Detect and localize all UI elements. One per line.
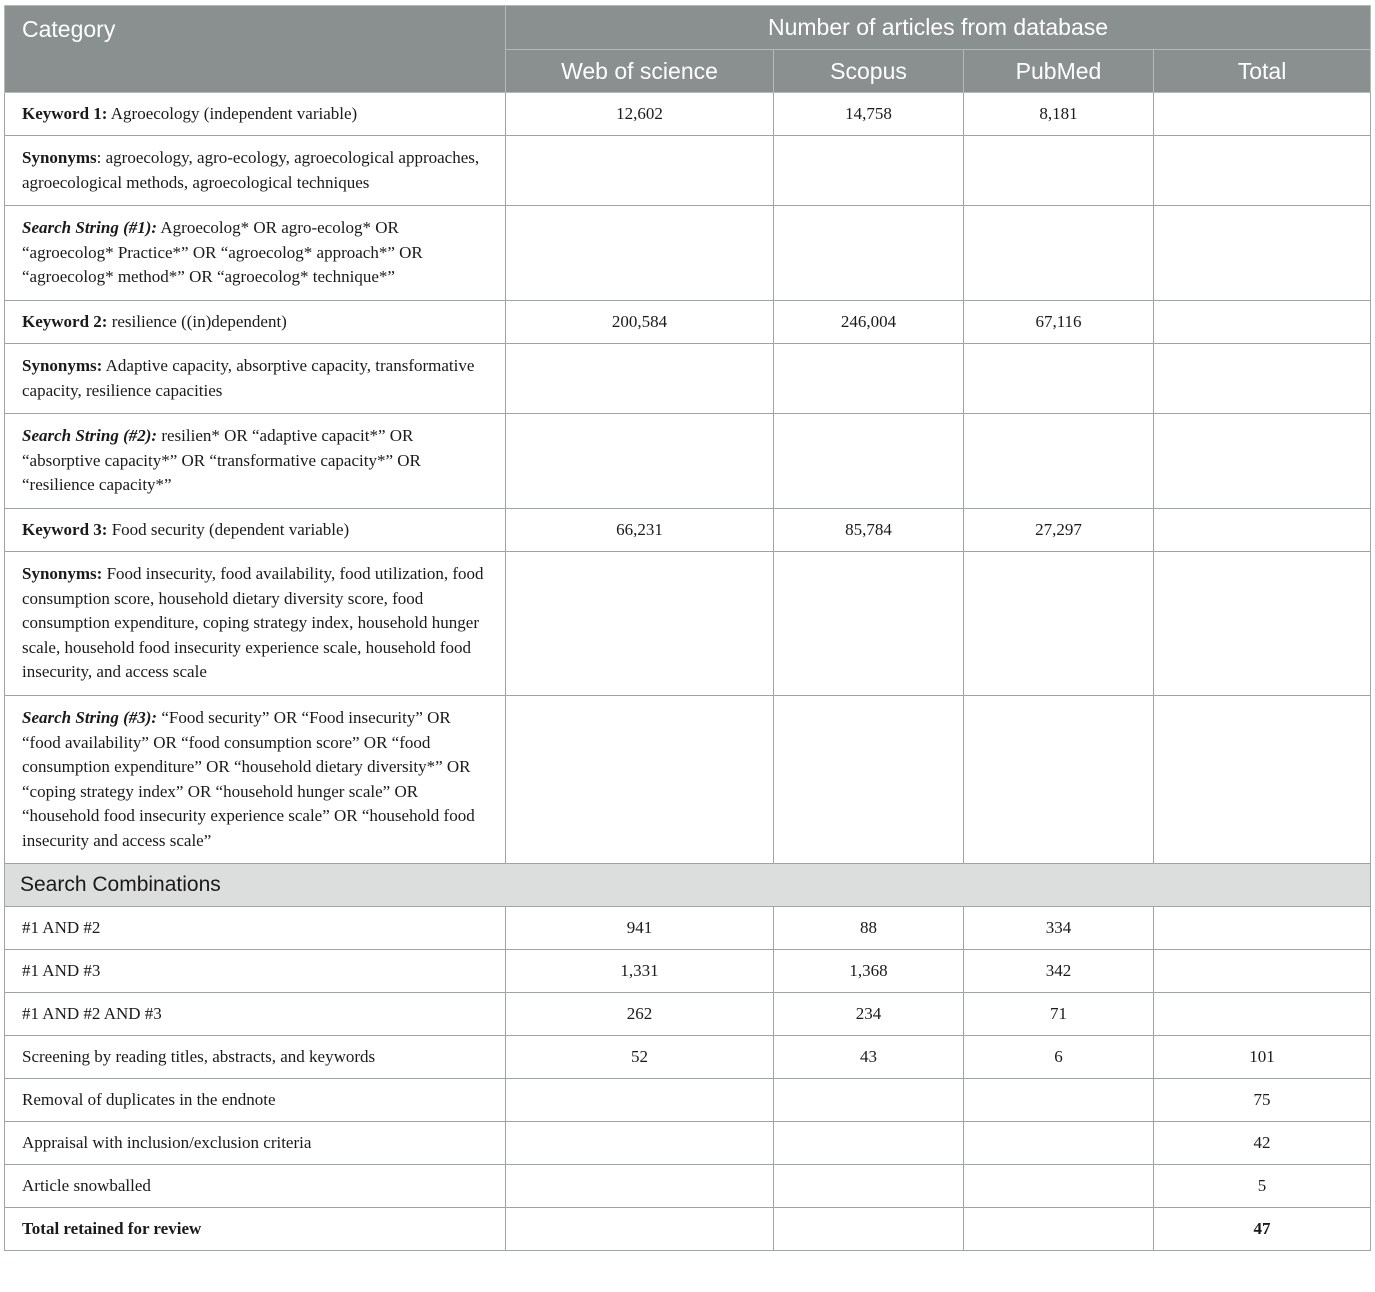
cell-web-of-science — [506, 206, 774, 301]
cell-total: 5 — [1154, 1165, 1371, 1208]
cell-total — [1154, 136, 1371, 206]
cell-total — [1154, 508, 1371, 551]
table-row — [5, 136, 1371, 206]
cell-web-of-science: 941 — [506, 907, 774, 950]
header-total: Total — [1154, 50, 1371, 93]
cell-web-of-science — [506, 1165, 774, 1208]
row-label: #1 AND #3 — [5, 950, 506, 993]
cell-web-of-science — [506, 1208, 774, 1251]
cell-web-of-science — [506, 414, 774, 509]
cell-web-of-science: 52 — [506, 1036, 774, 1079]
cell-scopus — [774, 1122, 964, 1165]
row-text: Agroecolog* OR agro-ecolog* OR “agroecolog* Practice*” OR “agroecolog* approach*” OR “agroecolog* method*” OR “agroecolog* technique*” — [22, 218, 423, 287]
table-row — [5, 993, 1371, 1036]
cell-scopus — [774, 343, 964, 413]
section-row — [5, 864, 1371, 907]
row-label: #1 AND #2 AND #3 — [5, 993, 506, 1036]
cell-total — [1154, 206, 1371, 301]
cell-total — [1154, 414, 1371, 509]
cell-scopus: 88 — [774, 907, 964, 950]
cell-pubmed: 6 — [964, 1036, 1154, 1079]
cell-web-of-science — [506, 343, 774, 413]
cell-web-of-science: 12,602 — [506, 93, 774, 136]
cell-scopus: 1,368 — [774, 950, 964, 993]
row-label: Article snowballed — [5, 1165, 506, 1208]
table-row — [5, 907, 1371, 950]
row-category — [5, 551, 506, 695]
cell-scopus — [774, 1208, 964, 1251]
cell-pubmed: 342 — [964, 950, 1154, 993]
row-key: Search String (#1): — [22, 218, 158, 238]
row-text: resilien* OR “adaptive capacit*” OR “absorptive capacity*” OR “transformative capacity*” OR “resilience capacity*” — [22, 426, 421, 495]
cell-total: 42 — [1154, 1122, 1371, 1165]
cell-pubmed — [964, 343, 1154, 413]
row-category — [5, 343, 506, 413]
table-row — [5, 206, 1371, 301]
cell-total — [1154, 907, 1371, 950]
cell-scopus: 234 — [774, 993, 964, 1036]
table-row — [5, 551, 1371, 695]
cell-web-of-science: 200,584 — [506, 300, 774, 343]
cell-web-of-science: 66,231 — [506, 508, 774, 551]
cell-pubmed: 27,297 — [964, 508, 1154, 551]
cell-web-of-science — [506, 136, 774, 206]
row-category — [5, 300, 506, 343]
cell-pubmed — [964, 136, 1154, 206]
row-text: “Food security” OR “Food insecurity” OR “food availability” OR “food consumption score” OR “food consumption expenditure” OR “household dietary diversity*” OR “coping strategy index” OR “household hunger scale” OR “household food insecurity experience scale” OR “household food insecurity and access scale” — [22, 707, 475, 850]
cell-pubmed — [964, 551, 1154, 695]
row-text: : agroecology, agro-ecology, agroecological approaches, agroecological methods, agroecological techniques — [22, 148, 480, 192]
table-row — [5, 1036, 1371, 1079]
table-row — [5, 950, 1371, 993]
row-category — [5, 136, 506, 206]
section-title: Search Combinations — [5, 864, 1371, 907]
cell-scopus — [774, 695, 964, 864]
row-category — [5, 695, 506, 864]
cell-pubmed — [964, 1208, 1154, 1251]
row-text: Agroecology (independent variable) — [107, 103, 358, 123]
table-row-total — [5, 1208, 1371, 1251]
cell-scopus — [774, 206, 964, 301]
cell-scopus — [774, 1079, 964, 1122]
cell-scopus: 85,784 — [774, 508, 964, 551]
cell-pubmed: 334 — [964, 907, 1154, 950]
header-pubmed: PubMed — [964, 50, 1154, 93]
header-scopus: Scopus — [774, 50, 964, 93]
row-text: Food insecurity, food availability, food utilization, food consumption score, household dietary diversity score, food consumption expenditure, coping strategy index, household hunger scale, household food insecurity experience scale, household food insecurity, and access scale — [22, 563, 484, 682]
cell-pubmed — [964, 1165, 1154, 1208]
cell-total: 101 — [1154, 1036, 1371, 1079]
cell-pubmed — [964, 695, 1154, 864]
row-text: Adaptive capacity, absorptive capacity, transformative capacity, resilience capacities — [22, 355, 475, 400]
cell-total — [1154, 551, 1371, 695]
cell-total — [1154, 300, 1371, 343]
cell-web-of-science: 1,331 — [506, 950, 774, 993]
cell-total — [1154, 950, 1371, 993]
table-row — [5, 1079, 1371, 1122]
cell-scopus: 14,758 — [774, 93, 964, 136]
cell-pubmed: 67,116 — [964, 300, 1154, 343]
cell-scopus: 246,004 — [774, 300, 964, 343]
row-key: Keyword 3: — [22, 519, 108, 539]
cell-total — [1154, 993, 1371, 1036]
header-group-title: Number of articles from database — [506, 6, 1371, 50]
cell-pubmed — [964, 1122, 1154, 1165]
search-results-table — [4, 5, 1371, 1251]
cell-total — [1154, 93, 1371, 136]
row-label: #1 AND #2 — [5, 907, 506, 950]
row-key: Search String (#2): — [22, 426, 158, 446]
table-row — [5, 695, 1371, 864]
row-label: Screening by reading titles, abstracts, and keywords — [5, 1036, 506, 1079]
header-web-of-science: Web of science — [506, 50, 774, 93]
table-row — [5, 1165, 1371, 1208]
cell-total — [1154, 343, 1371, 413]
cell-scopus — [774, 1165, 964, 1208]
table-row — [5, 93, 1371, 136]
cell-web-of-science — [506, 551, 774, 695]
row-label: Total retained for review — [5, 1208, 506, 1251]
table-row — [5, 343, 1371, 413]
cell-pubmed: 71 — [964, 993, 1154, 1036]
cell-scopus — [774, 414, 964, 509]
row-label: Appraisal with inclusion/exclusion criteria — [5, 1122, 506, 1165]
row-text: Food security (dependent variable) — [107, 519, 350, 539]
cell-web-of-science — [506, 1079, 774, 1122]
cell-web-of-science: 262 — [506, 993, 774, 1036]
cell-pubmed — [964, 206, 1154, 301]
cell-scopus — [774, 136, 964, 206]
cell-pubmed: 8,181 — [964, 93, 1154, 136]
cell-scopus — [774, 551, 964, 695]
row-key: Search String (#3): — [22, 707, 158, 727]
row-key: Keyword 2: — [22, 311, 108, 331]
cell-total: 75 — [1154, 1079, 1371, 1122]
header-category: Category — [5, 6, 506, 93]
table-row — [5, 414, 1371, 509]
row-key: Synonyms: — [22, 563, 103, 583]
cell-scopus: 43 — [774, 1036, 964, 1079]
cell-total — [1154, 695, 1371, 864]
cell-pubmed — [964, 1079, 1154, 1122]
table-row — [5, 1122, 1371, 1165]
cell-total: 47 — [1154, 1208, 1371, 1251]
row-category — [5, 93, 506, 136]
cell-web-of-science — [506, 1122, 774, 1165]
row-key: Synonyms: — [22, 355, 103, 375]
table-row — [5, 508, 1371, 551]
cell-pubmed — [964, 414, 1154, 509]
row-key: Keyword 1: — [22, 103, 108, 123]
table-row — [5, 300, 1371, 343]
row-label: Removal of duplicates in the endnote — [5, 1079, 506, 1122]
row-key: Synonyms — [22, 148, 97, 167]
row-text: resilience ((in)dependent) — [107, 311, 287, 331]
row-category — [5, 414, 506, 509]
row-category — [5, 508, 506, 551]
row-category — [5, 206, 506, 301]
cell-web-of-science — [506, 695, 774, 864]
